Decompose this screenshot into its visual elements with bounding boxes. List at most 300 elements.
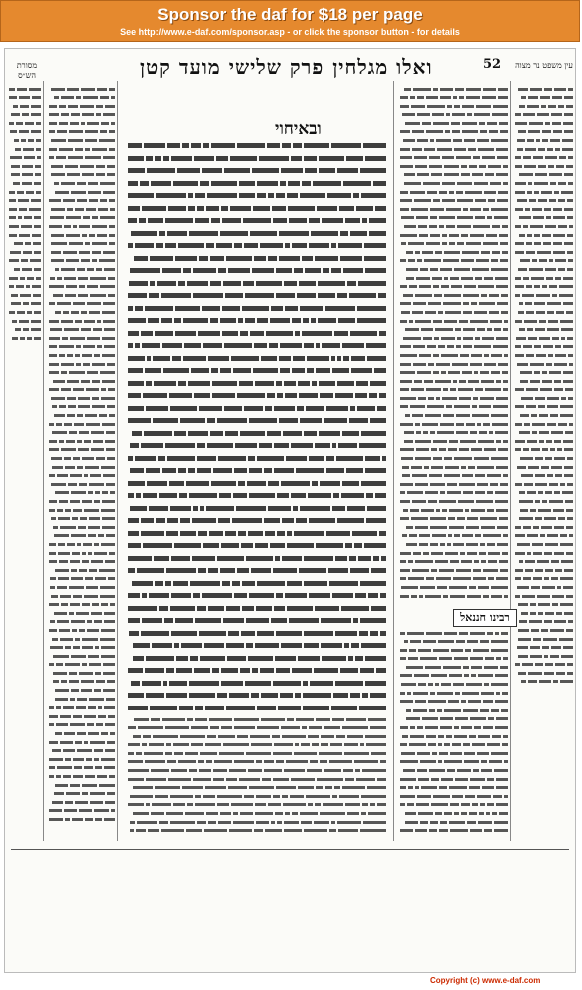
word-mark (463, 345, 472, 348)
word-mark (50, 277, 55, 280)
word-mark (163, 368, 189, 373)
word-mark (223, 743, 249, 746)
word-mark (35, 173, 41, 176)
word-mark (202, 593, 232, 598)
word-mark (538, 509, 551, 512)
word-mark (535, 483, 547, 486)
text-line (397, 248, 508, 257)
word-mark (521, 612, 528, 615)
text-line (513, 257, 573, 266)
word-mark (493, 105, 508, 108)
word-mark (501, 709, 508, 712)
word-mark (105, 723, 115, 726)
word-mark (257, 193, 266, 198)
word-mark (526, 388, 538, 391)
word-mark (109, 88, 115, 91)
word-mark (52, 405, 57, 408)
word-mark (75, 741, 82, 744)
word-mark (81, 328, 91, 331)
word-mark (82, 354, 92, 357)
word-mark (102, 380, 115, 383)
word-mark (337, 168, 358, 173)
text-line (123, 801, 386, 810)
word-mark (325, 306, 355, 311)
word-mark (218, 735, 235, 738)
text-line (513, 601, 573, 610)
word-mark (343, 769, 353, 772)
word-mark (542, 130, 551, 133)
word-mark (290, 795, 304, 798)
text-line (513, 317, 573, 326)
word-mark (553, 130, 562, 133)
word-mark (449, 786, 467, 789)
word-mark (538, 603, 550, 606)
word-mark (419, 234, 428, 237)
word-mark (88, 552, 92, 555)
word-mark (478, 586, 489, 589)
text-line (47, 540, 115, 549)
word-mark (73, 646, 80, 649)
word-mark (108, 577, 115, 580)
word-mark (472, 803, 478, 806)
text-line (11, 926, 569, 932)
word-mark (320, 393, 333, 398)
word-mark (461, 812, 467, 815)
word-mark (558, 225, 567, 228)
word-mark (428, 302, 441, 305)
word-mark (174, 318, 181, 323)
word-mark (457, 769, 471, 772)
word-mark (224, 406, 242, 411)
word-mark (366, 493, 373, 498)
word-mark (564, 208, 573, 211)
word-mark (365, 681, 386, 686)
word-mark (128, 803, 144, 806)
word-mark (256, 795, 271, 798)
word-mark (197, 821, 206, 824)
word-mark (353, 193, 359, 198)
word-mark (70, 698, 75, 701)
word-mark (136, 829, 146, 832)
word-mark (141, 443, 163, 448)
word-mark (199, 631, 226, 636)
word-mark (475, 388, 483, 391)
text-line (7, 85, 41, 94)
word-mark (455, 692, 460, 695)
word-mark (254, 343, 267, 348)
word-mark (51, 397, 65, 400)
word-mark (491, 208, 508, 211)
word-mark (556, 311, 564, 314)
word-mark (148, 218, 163, 223)
word-mark (69, 431, 77, 434)
text-line (47, 781, 115, 790)
word-mark (272, 206, 286, 211)
word-mark (189, 231, 218, 236)
text-line (47, 472, 115, 481)
copyright-notice[interactable]: Copyright (c) www.e-daf.com (430, 976, 541, 985)
word-mark (252, 168, 279, 173)
text-line (11, 885, 569, 891)
text-line (47, 661, 115, 670)
word-mark (300, 812, 318, 815)
text-line (397, 429, 508, 438)
word-mark (55, 698, 68, 701)
word-mark (400, 302, 411, 305)
word-mark (461, 165, 467, 168)
word-mark (178, 281, 185, 286)
word-mark (128, 668, 143, 673)
word-mark (89, 199, 98, 202)
word-mark (556, 165, 564, 168)
word-mark (340, 231, 348, 236)
text-line (47, 334, 115, 343)
word-mark (417, 795, 431, 798)
word-mark (334, 331, 348, 336)
word-mark (106, 448, 115, 451)
word-mark (497, 199, 508, 202)
word-mark (232, 581, 240, 586)
word-mark (400, 778, 416, 781)
word-mark (316, 368, 330, 373)
word-mark (103, 320, 115, 323)
word-mark (257, 706, 276, 711)
word-mark (457, 225, 471, 228)
word-mark (563, 122, 573, 125)
word-mark (558, 423, 567, 426)
word-mark (454, 726, 459, 729)
word-mark (280, 693, 293, 698)
sponsor-banner[interactable] (0, 0, 580, 42)
word-mark (85, 242, 90, 245)
banner-subtitle[interactable]: See http://www.e-daf.com/sponsor.asp - or click the sponsor button - for details (120, 27, 460, 37)
word-mark (257, 318, 268, 323)
word-mark (412, 311, 423, 314)
word-mark (108, 715, 115, 718)
word-mark (218, 456, 246, 461)
word-mark (68, 139, 83, 142)
word-mark (297, 406, 304, 411)
text-line (47, 730, 115, 739)
word-mark (541, 629, 548, 632)
word-mark (426, 130, 443, 133)
word-mark (326, 406, 348, 411)
word-mark (49, 448, 59, 451)
word-mark (561, 397, 566, 400)
word-mark (400, 388, 409, 391)
word-mark (568, 354, 573, 357)
word-mark (490, 483, 498, 486)
word-mark (445, 466, 459, 469)
text-line (47, 489, 115, 498)
word-mark (192, 556, 215, 561)
word-mark (65, 663, 80, 666)
word-mark (296, 468, 324, 473)
word-mark (253, 368, 278, 373)
text-line (11, 933, 569, 939)
word-mark (426, 735, 436, 738)
text-line (7, 128, 41, 137)
text-line (397, 784, 508, 793)
text-line (513, 308, 573, 317)
word-mark (55, 491, 69, 494)
word-mark (222, 218, 241, 223)
word-mark (319, 156, 344, 161)
word-mark (346, 156, 363, 161)
word-mark (77, 268, 85, 271)
word-mark (364, 243, 386, 248)
word-mark (143, 735, 151, 738)
word-mark (347, 735, 363, 738)
word-mark (462, 251, 479, 254)
word-mark (515, 242, 524, 245)
word-mark (455, 88, 464, 91)
ein-mishpat-column (513, 85, 573, 835)
word-mark (466, 88, 481, 91)
word-mark (214, 760, 232, 763)
text-line (7, 240, 41, 249)
word-mark (324, 418, 347, 423)
word-mark (70, 784, 80, 787)
word-mark (9, 225, 19, 228)
word-mark (566, 105, 573, 108)
word-mark (564, 474, 573, 477)
word-mark (542, 586, 555, 589)
word-mark (520, 509, 528, 512)
word-mark (440, 726, 452, 729)
word-mark (530, 225, 543, 228)
word-mark (317, 778, 343, 781)
word-mark (569, 534, 573, 537)
word-mark (9, 285, 14, 288)
word-mark (128, 593, 140, 598)
word-mark (298, 786, 314, 789)
word-mark (423, 182, 440, 185)
word-mark (402, 113, 415, 116)
word-mark (87, 337, 100, 340)
word-mark (84, 440, 91, 443)
word-mark (443, 302, 461, 305)
word-mark (209, 718, 232, 721)
word-mark (553, 242, 562, 245)
word-mark (417, 769, 427, 772)
word-mark (84, 715, 96, 718)
word-mark (352, 531, 377, 536)
word-mark (525, 208, 530, 211)
word-mark (110, 491, 115, 494)
text-line (47, 583, 115, 592)
text-line (123, 198, 386, 211)
word-mark (342, 726, 368, 729)
word-mark (335, 556, 347, 561)
word-mark (11, 113, 20, 116)
word-mark (474, 457, 489, 460)
word-mark (281, 726, 300, 729)
word-mark (273, 795, 280, 798)
word-mark (32, 96, 41, 99)
word-mark (482, 337, 494, 340)
word-mark (403, 769, 415, 772)
word-mark (36, 122, 41, 125)
word-mark (260, 243, 283, 248)
word-mark (463, 302, 469, 305)
word-mark (208, 606, 224, 611)
word-mark (194, 393, 210, 398)
word-mark (548, 354, 553, 357)
word-mark (254, 829, 263, 832)
text-line (123, 573, 386, 586)
word-mark (534, 371, 540, 374)
word-mark (463, 311, 472, 314)
word-mark (59, 122, 68, 125)
word-mark (433, 795, 450, 798)
word-mark (499, 560, 508, 563)
word-mark (427, 105, 445, 108)
text-line (47, 480, 115, 489)
word-mark (80, 165, 94, 168)
mesorah-column (7, 85, 41, 835)
word-mark (479, 552, 486, 555)
text-line (47, 695, 115, 704)
word-mark (144, 143, 165, 148)
word-mark (369, 393, 377, 398)
text-line (123, 749, 386, 758)
text-line (7, 223, 41, 232)
word-mark (86, 208, 96, 211)
word-mark (273, 568, 297, 573)
word-mark (491, 414, 508, 417)
word-mark (428, 397, 434, 400)
word-mark (82, 173, 94, 176)
word-mark (105, 801, 115, 804)
word-mark (218, 268, 226, 273)
word-mark (256, 760, 262, 763)
word-mark (563, 302, 573, 305)
text-line (123, 810, 386, 819)
word-mark (249, 493, 275, 498)
word-mark (197, 606, 206, 611)
word-mark (131, 231, 157, 236)
word-mark (242, 581, 255, 586)
word-mark (473, 649, 489, 652)
word-mark (107, 173, 115, 176)
text-line (513, 463, 573, 472)
word-mark (110, 732, 115, 735)
word-mark (463, 743, 470, 746)
word-mark (206, 206, 219, 211)
word-mark (463, 294, 479, 297)
word-mark (316, 786, 323, 789)
word-mark (563, 277, 573, 280)
word-mark (449, 509, 463, 512)
word-mark (360, 581, 386, 586)
word-mark (100, 130, 107, 133)
word-mark (564, 242, 573, 245)
word-mark (30, 259, 41, 262)
word-mark (156, 518, 165, 523)
word-mark (519, 328, 525, 331)
word-mark (337, 356, 341, 361)
word-mark (60, 595, 71, 598)
word-mark (464, 752, 475, 755)
word-mark (36, 148, 41, 151)
word-mark (69, 371, 85, 374)
word-mark (53, 655, 69, 658)
word-mark (523, 113, 535, 116)
word-mark (380, 631, 386, 636)
word-mark (175, 256, 197, 261)
word-mark (479, 431, 487, 434)
word-mark (539, 414, 548, 417)
word-mark (521, 96, 526, 99)
word-mark (50, 646, 63, 649)
word-mark (82, 784, 97, 787)
word-mark (170, 795, 193, 798)
word-mark (107, 363, 115, 366)
word-mark (128, 356, 145, 361)
word-mark (432, 113, 444, 116)
word-mark (63, 775, 71, 778)
word-mark (433, 285, 439, 288)
word-mark (418, 397, 426, 400)
word-mark (92, 363, 105, 366)
word-mark (454, 105, 460, 108)
word-mark (498, 191, 508, 194)
word-mark (515, 423, 522, 426)
word-mark (255, 803, 266, 806)
word-mark (551, 560, 559, 563)
word-mark (405, 414, 410, 417)
word-mark (552, 294, 557, 297)
text-line (397, 663, 508, 672)
word-mark (256, 606, 272, 611)
word-mark (544, 552, 552, 555)
word-mark (503, 388, 508, 391)
word-mark (82, 646, 93, 649)
word-mark (550, 629, 564, 632)
word-mark (371, 568, 386, 573)
word-mark (255, 643, 279, 648)
word-mark (255, 543, 268, 548)
word-mark (446, 113, 450, 116)
word-mark (502, 692, 508, 695)
word-mark (471, 354, 482, 357)
word-mark (473, 569, 481, 572)
text-line (513, 678, 573, 687)
word-mark (288, 206, 315, 211)
word-mark (31, 302, 41, 305)
word-mark (203, 543, 219, 548)
word-mark (400, 320, 407, 323)
word-mark (128, 606, 157, 611)
word-mark (535, 663, 543, 666)
text-line (47, 626, 115, 635)
text-line (123, 435, 386, 448)
word-mark (31, 105, 41, 108)
word-mark (300, 193, 325, 198)
text-line (397, 214, 508, 223)
text-line (513, 480, 573, 489)
text-line (397, 351, 508, 360)
word-mark (11, 294, 18, 297)
word-mark (551, 577, 558, 580)
word-mark (550, 448, 555, 451)
text-line (47, 601, 115, 610)
word-mark (66, 285, 77, 288)
text-line (47, 498, 115, 507)
word-mark (407, 803, 414, 806)
word-mark (242, 306, 269, 311)
